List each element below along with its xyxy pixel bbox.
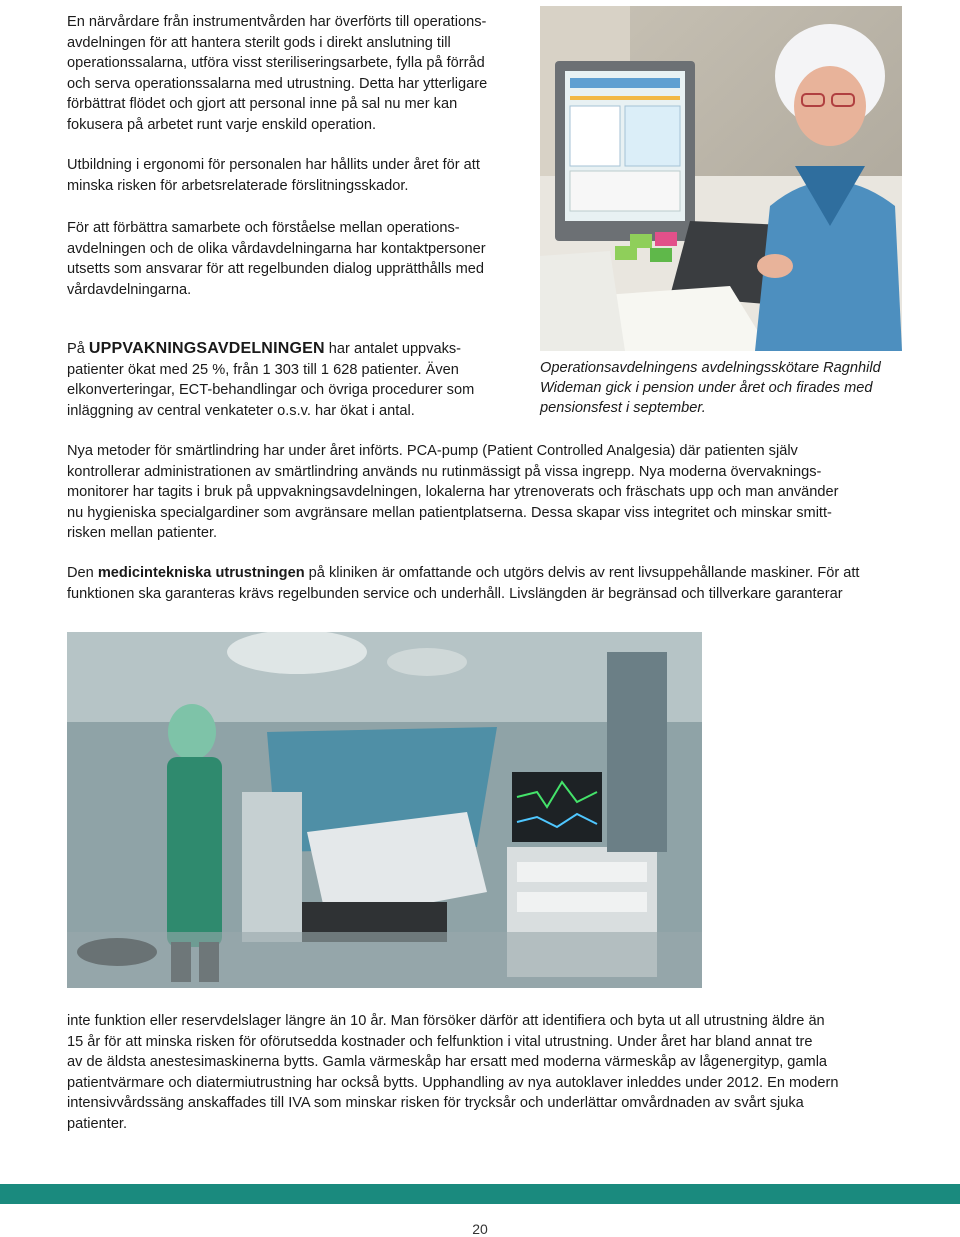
paragraph-medicinteknik [67,563,927,604]
paragraph-medicinteknik-intro: Den [67,565,98,581]
paragraph-utrustning-forts: inte funktion eller reservdelslager längre än 10 år. Man försöker därför att identifiera och byta ut all utrustning äldre än 15 år för att minska risken för oförutsedda kostnader och felfunktion i vital utrustning. Under året har bland annat tre av de äldsta anestesimaskinerna bytts. Gamla värmeskåp har ersatt med moderna värmeskåp av lågenergityp, gamla patientvärmare och diatermiutrustning har också bytts. Upphandling av nya autoklaver inleddes under 2012. En modern intensivvårdssäng anskaffades till IVA som minskar risken för trycksår och underlättar omvårdnaden av svårt sjuka patienter. [67,1013,839,1132]
paragraph-ergonomi: Utbildning i ergonomi för personalen har hållits under året för att minska risken för arbetsrelaterade förslitningsskador. [67,157,480,194]
page-number: 20 [472,1221,488,1237]
footer-bar [0,1184,960,1204]
paragraph-smartlindring: Nya metoder för smärtlindring har under året införts. PCA-pump (Patient Controlled Analgesia) där patienten själv kontrollerar administrationen av smärtlindring används nu rutinmässigt på vissa ingrepp. Nya moderna övervaknings- monitorer har tagits i bruk på uppvakningsavdelningen, lokalerna har ytrenoverats och fräschats upp och man använder nu hygieniska specialgardiner som avgränsare mellan patientplatserna. Dessa skapar viss integritet och minskar smitt- risken mellan patienter. [67,443,839,541]
paragraph-uppvakning-body: har antalet uppvaks- patienter ökat med 25 %, från 1 303 till 1 628 patienter. Även elkonverteringar, ECT-behandlingar och övriga procedurer som inläggning av central venkateter o.s.v. har ökat i antal. [67,341,475,419]
photo-nurse-at-computer [540,6,902,351]
paragraph-uppvakning-intro: På [67,341,89,357]
paragraph-uppvakning [67,339,527,421]
photo-caption: Operationsavdelningens avdelningsskötare Ragnhild Wideman gick i pension under året och firades med pensionsfest i september. [540,360,881,416]
photo-operating-room [67,632,702,988]
medicinteknik-bold: medicintekniska utrustningen [97,565,305,581]
paragraph-instrumentvard: En närvårdare från instrumentvården har överförts till operations- avdelningen för att hantera sterilt gods i direkt anslutning till operationssalarna, utföra visst steriliseringsarbete, fylla på förråd och serva operationssalarna med utrustning. Detta har ytterligare förbättrat flödet och gjort att personal inne på sal nu mer kan fokusera på arbetet runt varje enskild operation. [67,14,488,133]
uppvakning-heading: UPPVAKNINGSAVDELNINGEN [88,340,325,357]
paragraph-samarbete: För att förbättra samarbete och förståelse mellan operations- avdelningen och de olika vårdavdelningarna har kontaktpersoner utsetts som ansvarar för att regelbunden dialog upprätthålls med vårdavdelningarna. [67,220,486,298]
paragraph-medicinteknik-body: på kliniken är omfattande och utgörs delvis av rent livsuppehållande maskiner. För att funktionen ska garanteras krävs regelbunden service och underhåll. Livslängden är begränsad och tillverkare garanterar [67,565,860,602]
